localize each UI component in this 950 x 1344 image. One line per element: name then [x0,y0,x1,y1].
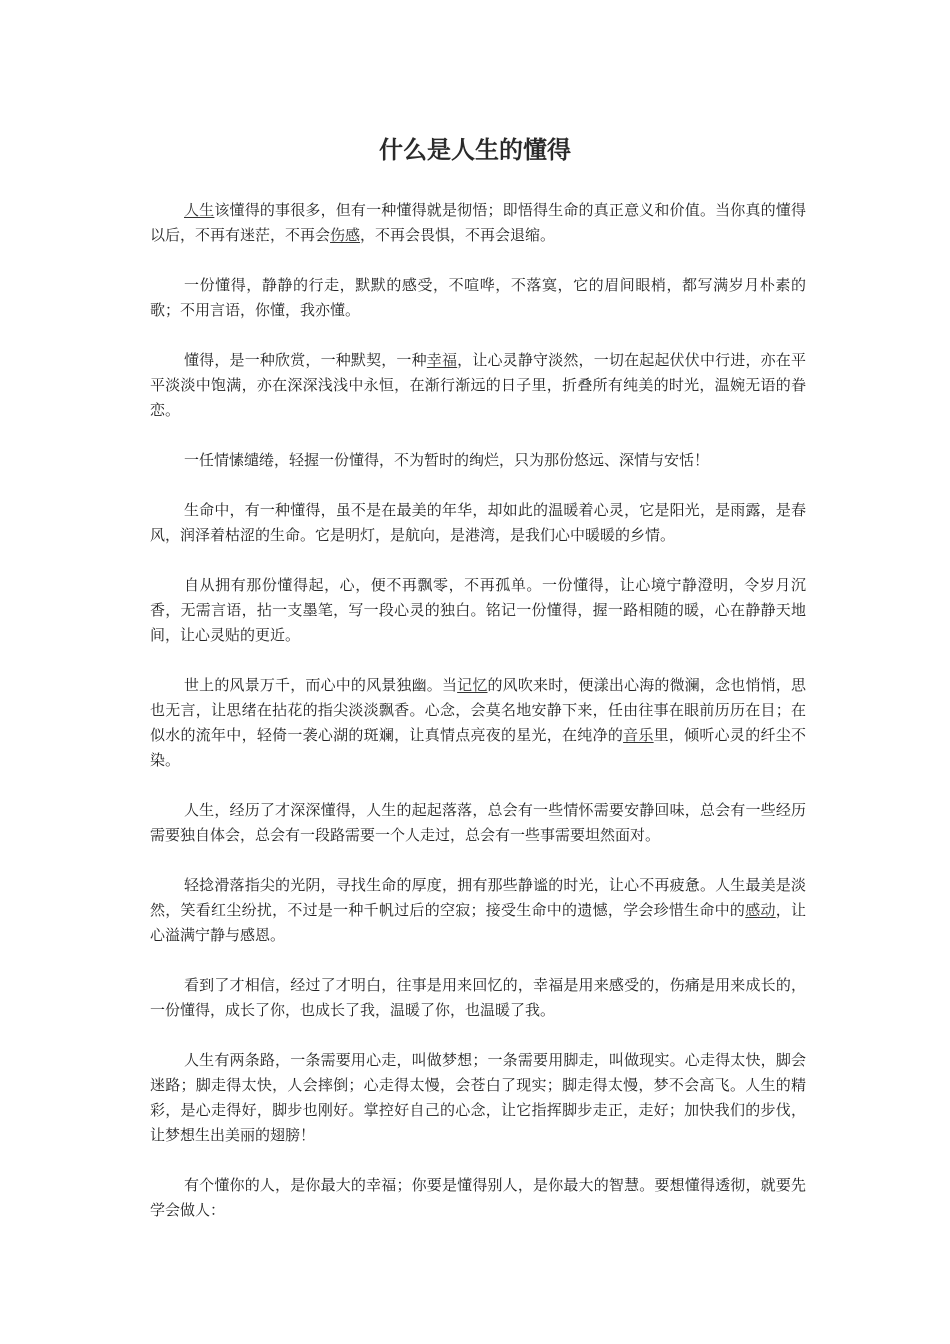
paragraph-text: 一任情愫缱绻，轻握一份懂得，不为暂时的绚烂，只为那份悠远、深情与安恬！ [184,451,710,469]
paragraph-text: 该懂得的事很多，但有一种懂得就是彻悟；即悟得生命的真正意义和价值。当你真的懂得以后，不再有迷茫，不再会 [150,201,806,244]
document-title: 什么是人生的懂得 [379,136,571,164]
paragraph [150,1173,806,1223]
paragraph-text: 一份懂得，静静的行走，默默的感受，不喧哗，不落寞，它的眉间眼梢，都写满岁月朴素的歌；不用言语，你懂，我亦懂。 [150,276,806,319]
paragraph [150,348,806,423]
paragraph-text: ，让心溢满宁静与感恩。 [150,901,806,944]
paragraph-text: 世上的风景万千，而心中的风景独幽。当 [184,676,458,694]
paragraph [150,673,806,773]
paragraph-text: 生命中，有一种懂得，虽不是在最美的年华，却如此的温暖着心灵，它是阳光，是雨露，是春风，润泽着枯涩的生命。它是明灯，是航向，是港湾，是我们心中暖暖的乡情。 [150,501,806,544]
keyword-link[interactable]: 伤感 [330,226,361,244]
document-body [150,198,806,1248]
paragraph-text: 懂得，是一种欣赏，一种默契，一种 [184,351,427,369]
paragraph [150,973,806,1023]
keyword-link[interactable]: 记忆 [457,676,488,694]
keyword-link[interactable]: 音乐 [623,726,654,744]
keyword-link[interactable]: 感动 [745,901,776,919]
paragraph-text: 轻捻滑落指尖的光阴，寻找生命的厚度，拥有那些静谧的时光，让心不再疲惫。人生最美是淡然，笑看红尘纷扰，不过是一种千帆过后的空寂；接受生命中的遗憾，学会珍惜生命中的 [150,876,806,919]
paragraph-text: 人生，经历了才深深懂得，人生的起起落落，总会有一些情怀需要安静回味，总会有一些经历需要独自体会，总会有一段路需要一个人走过，总会有一些事需要坦然面对。 [150,801,806,844]
paragraph [150,573,806,648]
paragraph-text: ，不再会畏惧，不再会退缩。 [360,226,556,244]
paragraph-text: 自从拥有那份懂得起，心，便不再飘零，不再孤单。一份懂得，让心境宁静澄明，令岁月沉香，无需言语，拈一支墨笔，写一段心灵的独白。铭记一份懂得，握一路相随的暖，心在静静天地间，让心灵贴的更近。 [150,576,806,644]
paragraph [150,273,806,323]
keyword-link[interactable]: 幸福 [426,351,458,369]
paragraph [150,798,806,848]
paragraph-text: 人生有两条路，一条需要用心走，叫做梦想；一条需要用脚走，叫做现实。心走得太快，脚会迷路；脚走得太快，人会摔倒；心走得太慢，会苍白了现实；脚走得太慢，梦不会高飞。人生的精彩，是心走得好，脚步也刚好。掌控好自己的心念，让它指挥脚步走正，走好；加快我们的步伐，让梦想生出美丽的翅膀！ [150,1051,806,1144]
keyword-link[interactable]: 人生 [184,201,215,219]
paragraph-text: 有个懂你的人，是你最大的幸福；你要是懂得别人，是你最大的智慧。要想懂得透彻，就要先学会做人： [150,1176,806,1219]
paragraph-text: 里，倾听心灵的纤尘不染。 [150,726,806,769]
paragraph [150,198,806,248]
paragraph [150,448,806,473]
paragraph [150,873,806,948]
paragraph [150,498,806,548]
paragraph-text: ，让心灵静守淡然，一切在起起伏伏中行进，亦在平平淡淡中饱满，亦在深深浅浅中永恒，在渐行渐远的日子里，折叠所有纯美的时光，温婉无语的眷恋。 [150,351,806,419]
paragraph [150,1048,806,1148]
paragraph-text: 的风吹来时，便漾出心海的微澜，念也悄悄，思也无言，让思绪在拈花的指尖淡淡飘香。心念，会莫名地安静下来，任由往事在眼前历历在目；在似水的流年中，轻倚一袭心湖的斑斓，让真情点亮夜的星光，在纯净的 [150,676,806,744]
paragraph-text: 看到了才相信，经过了才明白，往事是用来回忆的，幸福是用来感受的，伤痛是用来成长的，一份懂得，成长了你，也成长了我，温暖了你，也温暖了我。 [150,976,806,1019]
